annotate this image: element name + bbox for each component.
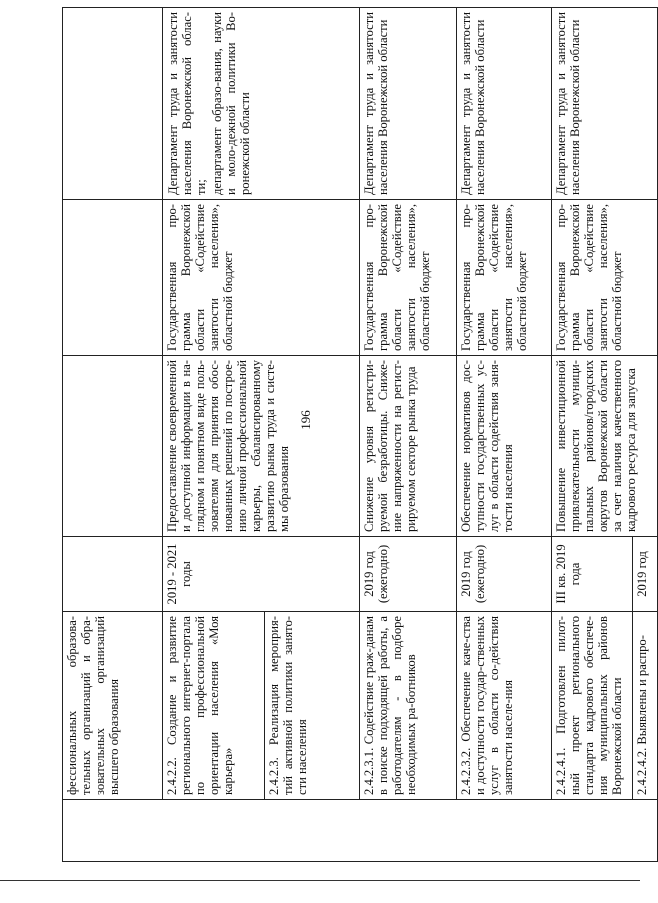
program-text: Государственная про-грамма Воронежской области «Содействие занятости населения», областной бюджет xyxy=(459,204,529,351)
activity-text: 2.4.2.4.1. Подготовлен пилот-ный проект регионального стандарта кадрового обеспече-ния муниципальных районов Воронежской области xyxy=(554,616,624,795)
activity-cell xyxy=(457,612,552,800)
table-row xyxy=(163,8,265,862)
result-cell xyxy=(163,356,360,537)
executor-text: Департамент труда и занятости населения Воронежской области xyxy=(554,12,582,195)
term-text: 2019 год xyxy=(635,551,649,597)
activity-cell xyxy=(265,612,360,800)
executor-cell xyxy=(360,8,457,200)
rotated-table-block xyxy=(62,8,649,862)
term-cell xyxy=(360,537,457,612)
executor-cell xyxy=(552,8,658,200)
table-row xyxy=(552,8,633,862)
activity-text: фессиональных образова-тельных организаций и обра-зовательных организаций высшего образования xyxy=(65,616,121,795)
program-cell xyxy=(63,200,163,356)
program-cell xyxy=(552,200,658,356)
activity-cell xyxy=(163,612,265,800)
program-text: Государственная про-грамма Воронежской области «Содействие занятости населения», областной бюджет xyxy=(554,204,624,351)
activity-cell xyxy=(63,612,163,800)
executor-text: Департамент труда и занятости населения Воронежской области xyxy=(362,12,390,195)
activity-cell xyxy=(552,612,633,800)
term-text: III кв. 2019 года xyxy=(554,544,582,604)
term-cell xyxy=(552,537,633,612)
executor-cell xyxy=(63,8,163,200)
term-text: 2019 год (ежегодно) xyxy=(459,544,487,604)
table-row xyxy=(457,8,552,862)
result-text: Обеспечение нормативов дос-тупности государственных ус-луг в области содействия заня-тости населения xyxy=(459,360,515,532)
executor-cell xyxy=(457,8,552,200)
activity-cell xyxy=(360,612,457,800)
result-text: Повышение инвестиционной привлекательности муници-пальных районов/городских округов Воронежской области за счет наличия качественного кадрового ресурса для запуска xyxy=(554,360,638,532)
executor-text-2: департамент образо-вания, науки и моло-дежной политики Во-ронежской области xyxy=(210,12,252,195)
activity-text: 2.4.2.2. Создание и развитие регионального интернет-портала по профессиональной ориентации населения «Моя карьера» xyxy=(165,616,235,795)
executor-cell xyxy=(163,8,360,200)
term-text: 2019 год (ежегодно) xyxy=(362,544,390,604)
plan-table xyxy=(62,7,658,862)
executor-text: Департамент труда и занятости населения Воронежской области xyxy=(459,12,487,195)
result-cell xyxy=(63,356,163,537)
activity-text: 2.4.2.3.2. Обеспечение каче-ства и доступности государ-ственных услуг в области со-действия занятости населе-ния xyxy=(459,616,515,795)
executor-text: Департамент труда и занятости населения Воронежской облас-ти; xyxy=(166,12,208,195)
term-text: 2019 - 2021 годы xyxy=(165,543,193,605)
term-cell xyxy=(457,537,552,612)
program-cell xyxy=(457,200,552,356)
activity-cell xyxy=(633,612,658,800)
program-cell xyxy=(163,200,360,356)
left-margin-column xyxy=(63,800,658,862)
result-cell xyxy=(457,356,552,537)
term-cell xyxy=(633,537,658,612)
program-cell xyxy=(360,200,457,356)
activity-text-2: 2.4.2.3. Реализация мероприя-тий активной политики занято-сти населения xyxy=(267,616,309,795)
scan-edge-line xyxy=(0,880,640,881)
activity-text: 2.4.2.4.2. Выявлены и распро- xyxy=(635,635,649,795)
result-cell xyxy=(552,356,658,537)
page-number: 196 xyxy=(297,410,313,430)
table-row xyxy=(360,8,457,862)
term-cell xyxy=(63,537,163,612)
program-text: Государственная про-грамма Воронежской области «Содействие занятости населения», областной бюджет xyxy=(165,204,235,351)
program-text: Государственная про-грамма Воронежской области «Содействие занятости населения», областной бюджет xyxy=(362,204,432,351)
term-cell xyxy=(163,537,360,612)
activity-text: 2.4.2.3.1. Содействие граж-данам в поиске подходящей работы, а работодателям - в подборе необходимых ра-ботников xyxy=(362,616,418,795)
result-cell xyxy=(360,356,457,537)
result-text: Предоставление своевременной и доступной информации в на-глядном и понятном виде поль-зователям для принятия обос-нованных решений по построе-нию личной профессиональной карьеры, сбалансированному развитию рынка труда и систе-мы образования xyxy=(165,360,291,532)
table-row xyxy=(63,8,163,862)
result-text: Снижение уровня регистри-руемой безработицы. Сниже-ние напряженности на регист-рируемом секторе рынка труда xyxy=(362,360,418,532)
